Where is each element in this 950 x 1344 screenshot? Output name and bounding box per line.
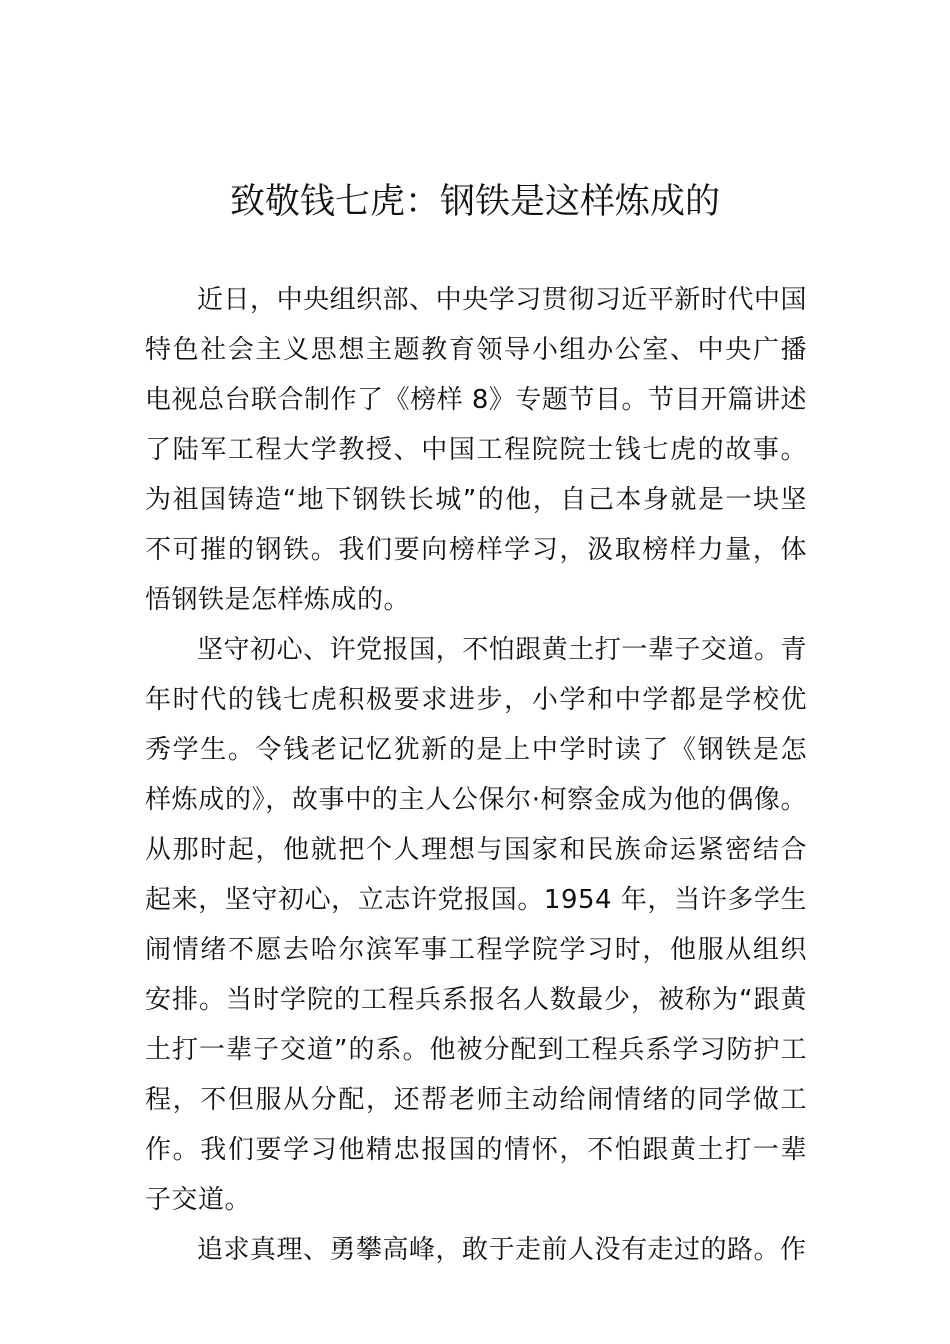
document-body — [145, 275, 807, 1275]
document-title: 致敬钱七虎：钢铁是这样炼成的 — [229, 182, 720, 222]
paragraph-pursue-truth: 追求真理、勇攀高峰，敢于走前人没有走过的路。作 — [197, 1235, 807, 1265]
paragraph-intro: 近日，中央组织部、中央学习贯彻习近平新时代中国特色社会主义思想主题教育领导小组办公室、中央广播电视总台联合制作了《榜样 8》专题节目。节目开篇讲述了陆军工程大学教授、中国工程院院士钱七虎的故事。为祖国铸造“地下钢铁长城”的他，自己本身就是一块坚不可摧的钢铁。我们要向榜样学习，汲取榜样力量，体悟钢铁是怎样炼成的。 — [145, 285, 807, 615]
paragraph-original-aspiration: 坚守初心、许党报国，不怕跟黄土打一辈子交道。青年时代的钱七虎积极要求进步，小学和中学都是学校优秀学生。令钱老记忆犹新的是上中学时读了《钢铁是怎样炼成的》，故事中的主人公保尔·柯察金成为他的偶像。从那时起，他就把个人理想与国家和民族命运紧密结合起来，坚守初心，立志许党报国。1954 年，当许多学生闹情绪不愿去哈尔滨军事工程学院学习时，他服从组织安排。当时学院的工程兵系报名人数最少，被称为“跟黄土打一辈子交道”的系。他被分配到工程兵系学习防护工程，不但服从分配，还帮老师主动给闹情绪的同学做工作。我们要学习他精忠报国的情怀，不怕跟黄土打一辈子交道。 — [145, 635, 807, 1215]
